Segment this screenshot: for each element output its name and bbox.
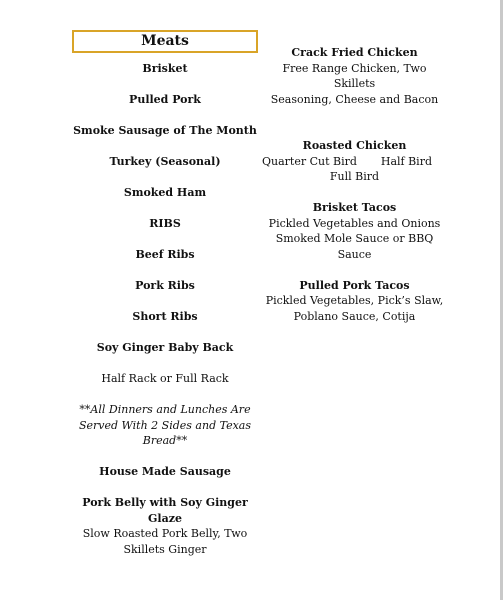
meats-header: Meats — [72, 30, 258, 53]
crack-fried-chicken-desc-line-1: Free Range Chicken, Two Skillets — [282, 61, 427, 90]
sides-note-line-1: **All Dinners and Lunches Are — [79, 403, 251, 416]
meats-column — [60, 30, 270, 557]
roasted-chicken-full: Full Bird — [329, 170, 380, 183]
menu-item-ribs: RIBS — [149, 217, 181, 230]
menu-item-soy-ginger-baby-back: Soy Ginger Baby Back — [96, 341, 234, 354]
pulled-pork-tacos-desc-line-2: Poblano Sauce, Cotija — [293, 309, 416, 323]
menu-item-short-ribs: Short Ribs — [132, 310, 198, 323]
pulled-pork-tacos-desc-line-1: Pickled Vegetables, Pick’s Slaw, — [265, 294, 444, 307]
sides-note-line-2: Served With 2 Sides and Texas — [78, 418, 252, 432]
brisket-tacos-title: Brisket Tacos — [312, 201, 397, 214]
rack-option: Half Rack or Full Rack — [101, 372, 229, 385]
menu-item-pork-ribs: Pork Ribs — [135, 279, 195, 292]
roasted-chicken-quarter: Quarter Cut Bird — [262, 154, 357, 168]
brisket-tacos-desc-line-2: Smoked Mole Sauce or BBQ — [275, 232, 434, 245]
menu-item-pulled-pork: Pulled Pork — [129, 93, 201, 106]
menu-item-beef-ribs: Beef Ribs — [135, 248, 195, 261]
roasted-chicken-half: Half Bird — [380, 154, 432, 168]
pulled-pork-tacos-title: Pulled Pork Tacos — [299, 278, 410, 292]
pork-belly-desc-line-1: Slow Roasted Pork Belly, Two — [82, 527, 248, 540]
roasted-chicken-title: Roasted Chicken — [302, 139, 407, 152]
crack-fried-chicken-title: Crack Fried Chicken — [291, 46, 418, 59]
sides-note-line-3: Bread** — [142, 434, 188, 447]
brisket-tacos-desc-line-3: Sauce — [337, 247, 372, 261]
pork-belly-title-line-2: Glaze — [148, 511, 182, 525]
menu-item-smoked-ham: Smoked Ham — [123, 186, 207, 199]
menu-item-smoke-sausage: Smoke Sausage of The Month — [73, 124, 257, 137]
pork-belly-title-line-1: Pork Belly with Soy Ginger — [82, 496, 248, 509]
menu-item-house-sausage: House Made Sausage — [99, 465, 231, 478]
crack-fried-chicken-desc-line-2: Seasoning, Cheese and Bacon — [270, 92, 439, 106]
roasted-chicken-options — [262, 154, 447, 170]
entrees-column — [262, 45, 447, 324]
brisket-tacos-desc-line-1: Pickled Vegetables and Onions — [268, 216, 441, 230]
menu-item-brisket: Brisket — [142, 62, 188, 75]
menu-item-turkey: Turkey (Seasonal) — [109, 155, 221, 168]
pork-belly-desc-line-2: Skillets Ginger — [123, 542, 207, 556]
